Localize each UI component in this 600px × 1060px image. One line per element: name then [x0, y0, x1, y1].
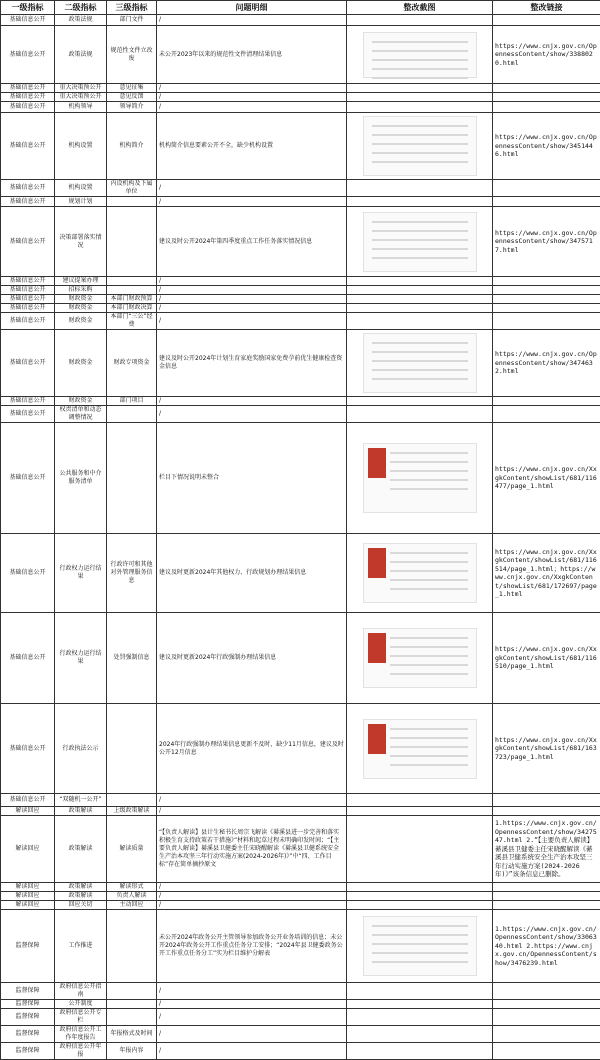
cell-issue: /	[157, 295, 347, 304]
table-row	[1, 286, 600, 295]
cell-level3: 意见反馈	[107, 93, 157, 102]
header-level3: 三级指标	[107, 1, 157, 15]
cell-link	[493, 286, 600, 295]
table-header-row	[1, 1, 600, 15]
cell-level1: 基础信息公开	[1, 93, 55, 102]
table-row	[1, 892, 600, 901]
table-row	[1, 295, 600, 304]
cell-link: https://www.cnjx.gov.cn/OpennessContent/show/3474632.html	[493, 330, 600, 397]
cell-link	[493, 794, 600, 807]
cell-link: https://www.cnjx.gov.cn/OpennessContent/show/3451446.html	[493, 113, 600, 180]
table-row	[1, 113, 600, 180]
cell-level3	[107, 277, 157, 286]
cell-level2: 财政资金	[55, 304, 107, 313]
cell-level1: 基础信息公开	[1, 406, 55, 423]
cell-level3: 年报格式及时间	[107, 1026, 157, 1043]
cell-level2: 财政资金	[55, 330, 107, 397]
cell-link: https://www.cnjx.gov.cn/OpennessContent/show/3475717.html	[493, 207, 600, 277]
table-row	[1, 277, 600, 286]
cell-issue: /	[157, 84, 347, 93]
table-row	[1, 330, 600, 397]
header-screenshot: 整改截图	[347, 1, 493, 15]
screenshot-thumbnail	[363, 443, 477, 513]
cell-screenshot	[347, 286, 493, 295]
table-row	[1, 794, 600, 807]
cell-level3: 意见征集	[107, 84, 157, 93]
cell-screenshot	[347, 397, 493, 406]
cell-screenshot	[347, 901, 493, 910]
cell-level1: 基础信息公开	[1, 26, 55, 84]
cell-level2: 政府信息公开工作年度报告	[55, 1026, 107, 1043]
cell-level3: 本部门“三公”经费	[107, 313, 157, 330]
cell-link	[493, 1043, 600, 1060]
cell-link	[493, 304, 600, 313]
cell-link	[493, 93, 600, 102]
screenshot-thumbnail	[363, 916, 477, 976]
cell-screenshot	[347, 983, 493, 1000]
header-issue: 问题明细	[157, 1, 347, 15]
cell-level1: 基础信息公开	[1, 313, 55, 330]
table-row	[1, 910, 600, 983]
cell-issue: /	[157, 983, 347, 1000]
cell-level1: 基础信息公开	[1, 207, 55, 277]
cell-level1: 监督保障	[1, 1043, 55, 1060]
cell-link	[493, 84, 600, 93]
cell-screenshot	[347, 1043, 493, 1060]
cell-issue: /	[157, 397, 347, 406]
table-row	[1, 304, 600, 313]
cell-link	[493, 807, 600, 816]
cell-level3	[107, 207, 157, 277]
cell-link	[493, 901, 600, 910]
cell-level2: 政策法规	[55, 15, 107, 26]
table-row	[1, 534, 600, 613]
screenshot-thumbnail	[363, 543, 477, 603]
cell-link	[493, 102, 600, 113]
table-row	[1, 613, 600, 704]
cell-level3: 解读形式	[107, 883, 157, 892]
cell-issue: 建议及时更新2024年其他权力、行政规划办理结果信息	[157, 534, 347, 613]
table-row	[1, 807, 600, 816]
cell-link: https://www.cnjx.gov.cn/XxgkContent/showList/681/116514/page_1.html；https://www.cnjx.gov.cn/XxgkContent/showList/681/172697/page_1.html	[493, 534, 600, 613]
cell-level3: 负责人解读	[107, 892, 157, 901]
table-row	[1, 883, 600, 892]
cell-level3: 本部门财政决算	[107, 304, 157, 313]
table-row	[1, 26, 600, 84]
table-row	[1, 1009, 600, 1026]
cell-screenshot	[347, 93, 493, 102]
cell-level1: 基础信息公开	[1, 397, 55, 406]
table-row	[1, 15, 600, 26]
cell-level1: 基础信息公开	[1, 534, 55, 613]
cell-issue: /	[157, 304, 347, 313]
cell-level2: 政策法规	[55, 26, 107, 84]
cell-issue: /	[157, 1043, 347, 1060]
cell-level1: 基础信息公开	[1, 286, 55, 295]
cell-level1: 基础信息公开	[1, 102, 55, 113]
header-level1: 一级指标	[1, 1, 55, 15]
cell-level3: 主动回应	[107, 901, 157, 910]
cell-screenshot	[347, 304, 493, 313]
cell-screenshot	[347, 613, 493, 704]
cell-link	[493, 180, 600, 197]
cell-screenshot	[347, 816, 493, 883]
table-row	[1, 313, 600, 330]
cell-level1: 监督保障	[1, 1026, 55, 1043]
cell-screenshot	[347, 295, 493, 304]
cell-link	[493, 397, 600, 406]
cell-level1: 解读回应	[1, 883, 55, 892]
cell-issue: /	[157, 1000, 347, 1009]
cell-screenshot	[347, 883, 493, 892]
cell-level3	[107, 983, 157, 1000]
cell-level3: 部门项目	[107, 397, 157, 406]
cell-link	[493, 197, 600, 207]
cell-issue: 未公开2023年以来的规范性文件清理结果信息	[157, 26, 347, 84]
cell-level1: 解读回应	[1, 816, 55, 883]
cell-level2: 政策解读	[55, 883, 107, 892]
cell-screenshot	[347, 207, 493, 277]
cell-issue: /	[157, 286, 347, 295]
cell-issue: 机构简介信息要素公开不全，缺少机构设置	[157, 113, 347, 180]
cell-screenshot	[347, 197, 493, 207]
cell-level2: 工作推进	[55, 910, 107, 983]
cell-level1: 监督保障	[1, 1000, 55, 1009]
cell-screenshot	[347, 704, 493, 794]
cell-issue: /	[157, 892, 347, 901]
cell-issue: /	[157, 406, 347, 423]
cell-issue: 建议及时公开2024年计划生育家庭奖励国家免费孕前优生健康检查资金信息	[157, 330, 347, 397]
cell-level1: 监督保障	[1, 983, 55, 1000]
cell-level3	[107, 704, 157, 794]
cell-level1: 解读回应	[1, 892, 55, 901]
cell-level2: 财政资金	[55, 397, 107, 406]
table-row	[1, 93, 600, 102]
cell-screenshot	[347, 1009, 493, 1026]
cell-level2: 重大决策预公开	[55, 84, 107, 93]
header-link: 整改链接	[493, 1, 600, 15]
cell-level1: 基础信息公开	[1, 197, 55, 207]
cell-level3: 行政许可和其他对外管理服务信息	[107, 534, 157, 613]
cell-level1: 基础信息公开	[1, 113, 55, 180]
cell-issue: /	[157, 93, 347, 102]
cell-issue: 栏目下情况说明未整合	[157, 423, 347, 534]
cell-screenshot	[347, 534, 493, 613]
cell-level2: 回应关切	[55, 901, 107, 910]
cell-level3	[107, 1009, 157, 1026]
table-row	[1, 397, 600, 406]
cell-level2: “双随机一公开”	[55, 794, 107, 807]
cell-level3: 内设机构及下属单位	[107, 180, 157, 197]
cell-link	[493, 313, 600, 330]
cell-level2: 机构领导	[55, 102, 107, 113]
cell-link	[493, 892, 600, 901]
cell-level2: 政策解读	[55, 816, 107, 883]
cell-level1: 基础信息公开	[1, 304, 55, 313]
cell-level2: 财政资金	[55, 313, 107, 330]
cell-screenshot	[347, 1000, 493, 1009]
table-row	[1, 102, 600, 113]
cell-link	[493, 883, 600, 892]
cell-link	[493, 1000, 600, 1009]
screenshot-thumbnail	[363, 628, 477, 688]
cell-link: https://www.cnjx.gov.cn/XxgkContent/showList/681/163723/page_1.html	[493, 704, 600, 794]
cell-screenshot	[347, 113, 493, 180]
table-row	[1, 1026, 600, 1043]
cell-level1: 基础信息公开	[1, 794, 55, 807]
cell-level1: 监督保障	[1, 910, 55, 983]
cell-level3	[107, 423, 157, 534]
cell-screenshot	[347, 277, 493, 286]
table-row	[1, 180, 600, 197]
cell-level2: 政策解读	[55, 807, 107, 816]
cell-level2: 公共服务和中介服务清单	[55, 423, 107, 534]
cell-screenshot	[347, 330, 493, 397]
cell-issue: /	[157, 313, 347, 330]
cell-level3	[107, 406, 157, 423]
cell-level3: 财政专项资金	[107, 330, 157, 397]
cell-level1: 监督保障	[1, 1009, 55, 1026]
cell-level2: 决策部署落实情况	[55, 207, 107, 277]
cell-level2: 行政权力运行结果	[55, 534, 107, 613]
cell-level2: 政策解读	[55, 892, 107, 901]
cell-issue: 2024年行政强制办理结果信息更新不及时，缺少11月信息，建议及时公开12月信息	[157, 704, 347, 794]
cell-screenshot	[347, 26, 493, 84]
cell-screenshot	[347, 1026, 493, 1043]
cell-issue: /	[157, 901, 347, 910]
cell-link	[493, 983, 600, 1000]
cell-link	[493, 406, 600, 423]
cell-issue: /	[157, 883, 347, 892]
cell-issue: /	[157, 15, 347, 26]
table-row	[1, 816, 600, 883]
cell-issue: /	[157, 794, 347, 807]
cell-link: 1.https://www.cnjx.gov.cn/OpennessContent/show/3427547.html 2.“【主要负责人解读】綦溪县卫健委主任宋晓醒解读《綦溪县卫健系统安全生产治本攻坚三年行动实施方案(2024-2026年)》”该条信息已删除。	[493, 816, 600, 883]
cell-level3: 本部门财政预算	[107, 295, 157, 304]
cell-level1: 基础信息公开	[1, 295, 55, 304]
cell-link	[493, 1009, 600, 1026]
cell-screenshot	[347, 313, 493, 330]
cell-level3	[107, 794, 157, 807]
cell-screenshot	[347, 102, 493, 113]
table-row	[1, 704, 600, 794]
cell-level1: 基础信息公开	[1, 84, 55, 93]
cell-issue: /	[157, 102, 347, 113]
cell-screenshot	[347, 180, 493, 197]
screenshot-thumbnail	[363, 719, 477, 779]
table-row	[1, 207, 600, 277]
cell-issue: 建议及时更新2024年行政强制办理结果信息	[157, 613, 347, 704]
cell-level2: 政府信息公开年报	[55, 1043, 107, 1060]
cell-level3	[107, 910, 157, 983]
cell-level2: 规划计划	[55, 197, 107, 207]
cell-issue: /	[157, 197, 347, 207]
table-row	[1, 1043, 600, 1060]
cell-level1: 解读回应	[1, 901, 55, 910]
cell-link	[493, 1026, 600, 1043]
cell-level2: 机构设置	[55, 113, 107, 180]
cell-level1: 基础信息公开	[1, 613, 55, 704]
cell-screenshot	[347, 910, 493, 983]
cell-level3	[107, 286, 157, 295]
cell-level3: 机构简介	[107, 113, 157, 180]
cell-screenshot	[347, 807, 493, 816]
cell-level2: 政府信息公开专栏	[55, 1009, 107, 1026]
header-level2: 二级指标	[55, 1, 107, 15]
cell-issue: /	[157, 277, 347, 286]
cell-level2: 机构设置	[55, 180, 107, 197]
cell-issue: 未公开2024年政务公开主管领导参加政务公开业务培训的信息；未公开2024年政务公开工作重点任务分工安排；“2024年县卫健委政务公开工作重点任务分工”实为栏目维护分解表	[157, 910, 347, 983]
cell-level3: 部门文件	[107, 15, 157, 26]
cell-level3: 上级政策解读	[107, 807, 157, 816]
cell-level3	[107, 197, 157, 207]
cell-link: 1.https://www.cnjx.gov.cn/OpennessContent/show/3306340.html 2.https://www.cnjx.gov.cn/OpennessContent/show/3476239.html	[493, 910, 600, 983]
cell-level1: 解读回应	[1, 807, 55, 816]
screenshot-thumbnail	[363, 116, 477, 176]
cell-level1: 基础信息公开	[1, 330, 55, 397]
cell-level2: 建议提案办理	[55, 277, 107, 286]
cell-level2: 行政权力运行结果	[55, 613, 107, 704]
cell-issue: /	[157, 807, 347, 816]
screenshot-thumbnail	[363, 333, 477, 393]
screenshot-thumbnail	[363, 32, 477, 78]
cell-level2: 招标采购	[55, 286, 107, 295]
cell-screenshot	[347, 15, 493, 26]
cell-level3: 年报内容	[107, 1043, 157, 1060]
cell-screenshot	[347, 892, 493, 901]
cell-screenshot	[347, 794, 493, 807]
cell-issue: /	[157, 180, 347, 197]
table-row	[1, 423, 600, 534]
table-row	[1, 84, 600, 93]
cell-screenshot	[347, 406, 493, 423]
cell-level3: 处罚强制信息	[107, 613, 157, 704]
cell-level1: 基础信息公开	[1, 704, 55, 794]
cell-level3: 解读质量	[107, 816, 157, 883]
cell-level2: 公开制度	[55, 1000, 107, 1009]
cell-level1: 基础信息公开	[1, 423, 55, 534]
cell-level3: 领导简介	[107, 102, 157, 113]
cell-link: https://www.cnjx.gov.cn/OpennessContent/show/3388020.html	[493, 26, 600, 84]
cell-level1: 基础信息公开	[1, 277, 55, 286]
table-row	[1, 901, 600, 910]
cell-level3	[107, 1000, 157, 1009]
cell-link: https://www.cnjx.gov.cn/XxgkContent/showList/681/116510/page_1.html	[493, 613, 600, 704]
cell-level2: 行政执法公示	[55, 704, 107, 794]
cell-level3: 规范性文件立改废	[107, 26, 157, 84]
cell-issue: 建议及时公开2024年第四季度重点工作任务落实情况信息	[157, 207, 347, 277]
cell-screenshot	[347, 423, 493, 534]
cell-link	[493, 277, 600, 286]
cell-level2: 财政资金	[55, 295, 107, 304]
table-row	[1, 197, 600, 207]
cell-issue: /	[157, 1009, 347, 1026]
screenshot-thumbnail	[363, 212, 477, 272]
cell-link	[493, 295, 600, 304]
cell-level2: 政府信息公开指南	[55, 983, 107, 1000]
cell-link: https://www.cnjx.gov.cn/XxgkContent/showList/681/116477/page_1.html	[493, 423, 600, 534]
cell-level1: 基础信息公开	[1, 180, 55, 197]
cell-link	[493, 15, 600, 26]
table-row	[1, 1000, 600, 1009]
cell-level1: 基础信息公开	[1, 15, 55, 26]
cell-screenshot	[347, 84, 493, 93]
cell-issue: /	[157, 1026, 347, 1043]
cell-level2: 权责清单和动态调整情况	[55, 406, 107, 423]
table-row	[1, 406, 600, 423]
cell-issue: “【负责人解读】县计生秘书长周宗飞解读《綦溪县进一步完善和落实积极生育支持政策若干措施》”材料和起草过程未明确印发时间；“【主要负责人解读】綦溪县卫健委主任宋晓醒解读《綦溪县卫健系统安全生产治本攻坚三年行动实施方案(2024-2026年)》”中“四、工作目标”存在简单摘抄原文	[157, 816, 347, 883]
table-row	[1, 983, 600, 1000]
cell-level2: 重大决策预公开	[55, 93, 107, 102]
